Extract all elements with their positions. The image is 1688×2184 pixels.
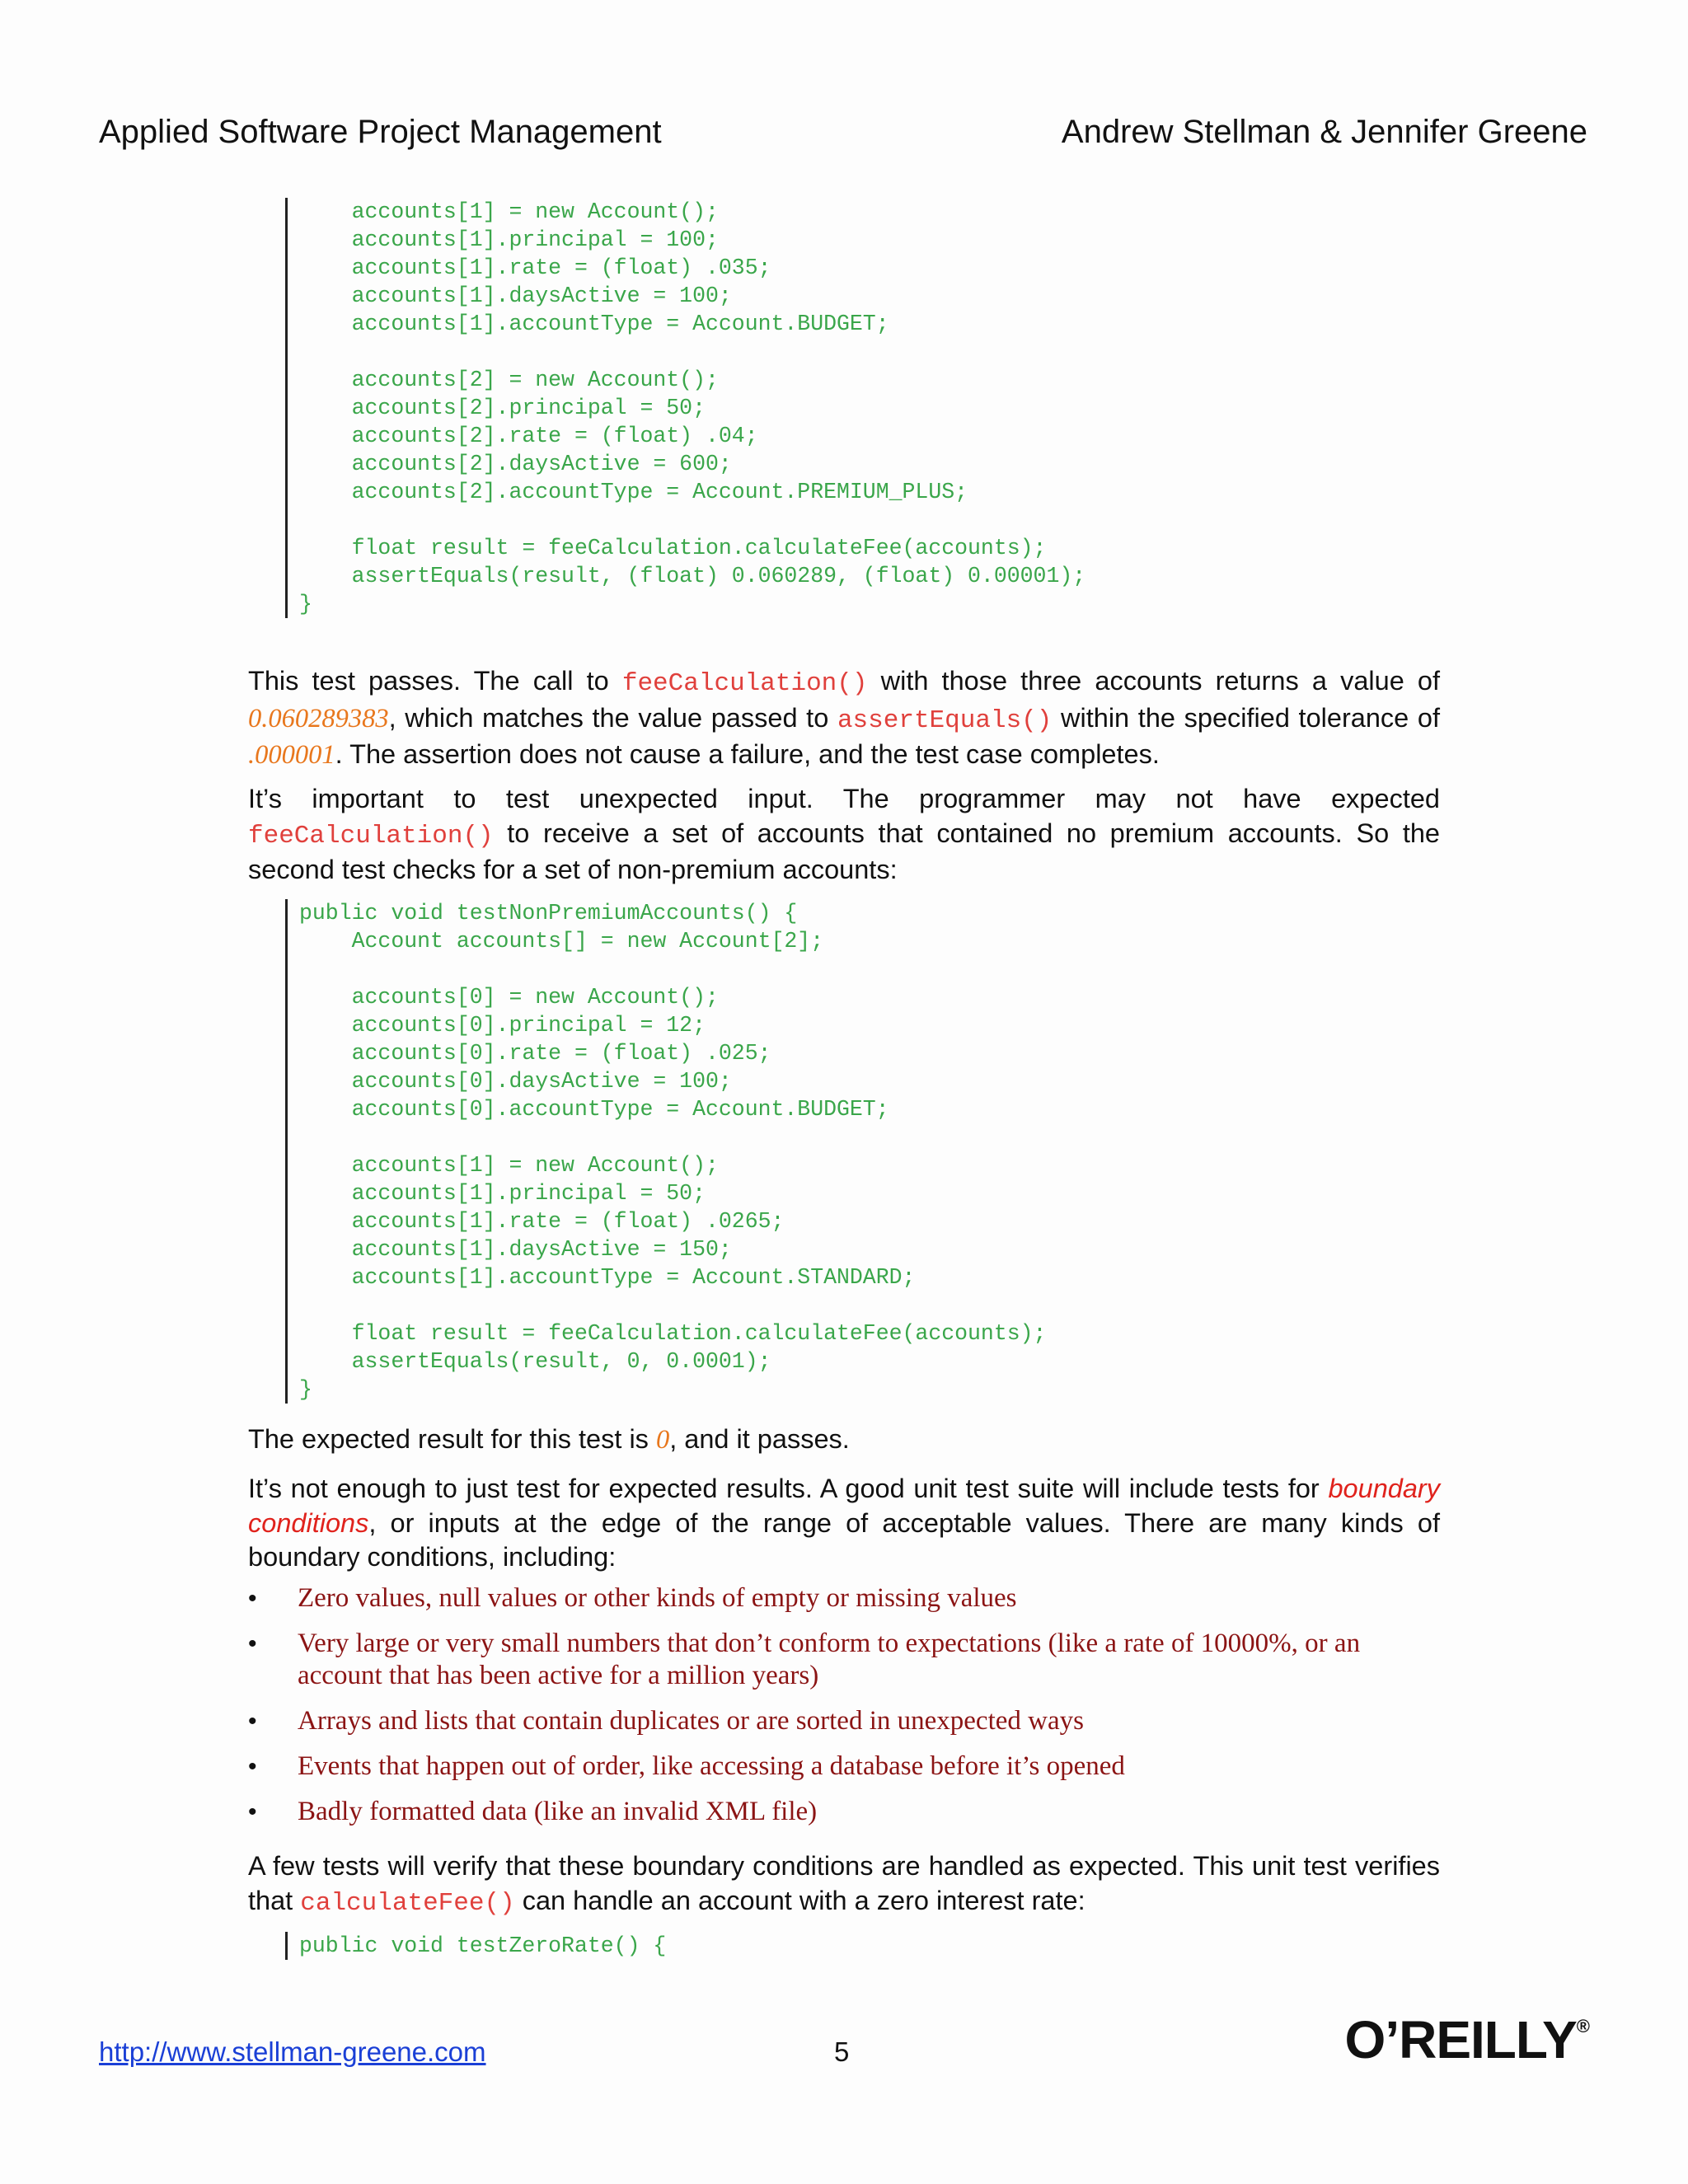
text: It’s not enough to just test for expected results. A good unit test suite will include tests for: [248, 1474, 1329, 1503]
code-line: accounts[0].principal = 12;: [299, 1013, 706, 1038]
code-line: accounts[1].daysActive = 100;: [299, 284, 732, 308]
inline-code: feeCalculation(): [248, 821, 494, 851]
bullet-icon: •: [248, 1630, 257, 1657]
text: with those three accounts returns a value of: [867, 666, 1441, 696]
code-line: accounts[2].principal = 50;: [299, 396, 706, 420]
code-line: [299, 338, 1085, 366]
list-item-text: Badly formatted data (like an invalid XML file): [298, 1797, 818, 1826]
inline-number: 0.060289383: [248, 703, 389, 733]
code-line: accounts[1].accountType = Account.BUDGET;: [299, 312, 889, 336]
code-line: accounts[1].rate = (float) .0265;: [299, 1209, 785, 1234]
code-line: [299, 955, 1046, 983]
code-line: public void testZeroRate() {: [299, 1933, 667, 1958]
oreilly-logo: [1345, 2009, 1589, 2070]
paragraph-3: [248, 1422, 1440, 1458]
logo-text: O’REILLY: [1344, 2010, 1577, 2069]
code-line: assertEquals(result, (float) 0.060289, (float) 0.00001);: [299, 564, 1086, 588]
text: The expected result for this test is: [248, 1424, 656, 1454]
code-line: accounts[2].rate = (float) .04;: [299, 424, 758, 448]
text: within the specified tolerance of: [1052, 702, 1440, 733]
text: A few tests will verify that these boundary conditions are handled as expected. This unit test verifies that: [248, 1851, 1440, 1915]
code-line: [299, 1123, 1046, 1151]
code-line: [299, 506, 1085, 534]
website-link[interactable]: http://www.stellman-greene.com: [99, 2036, 486, 2067]
code-line: accounts[1].principal = 50;: [299, 1181, 706, 1206]
list-item-text: Zero values, null values or other kinds of empty or missing values: [298, 1583, 1017, 1613]
code-line: accounts[0].daysActive = 100;: [299, 1069, 732, 1094]
text: It’s important to test unexpected input. The programmer may not have expected: [248, 784, 1440, 813]
code-line: accounts[0].rate = (float) .025;: [299, 1041, 771, 1066]
header-title: Applied Software Project Management: [99, 114, 662, 150]
registered-mark: ®: [1576, 2016, 1589, 2036]
list-item-text: Arrays and lists that contain duplicates or are sorted in unexpected ways: [298, 1706, 1084, 1736]
text: , which matches the value passed to: [388, 702, 837, 733]
paragraph-1: [248, 664, 1440, 773]
list-item-text: Very large or very small numbers that don’t conform to expectations (like a rate of 10000%, or an account that has been active for a million years): [298, 1629, 1361, 1690]
code-line: Account accounts[] = new Account[2];: [299, 929, 824, 954]
code-line: accounts[1].principal = 100;: [299, 227, 719, 252]
code-line: accounts[2] = new Account();: [299, 368, 719, 392]
code-line: accounts[1].rate = (float) .035;: [299, 255, 771, 280]
code-line: accounts[2].daysActive = 600;: [299, 452, 732, 476]
text: . The assertion does not cause a failure, and the test case completes.: [335, 739, 1160, 769]
code-line: float result = feeCalculation.calculateFee(accounts);: [299, 1321, 1047, 1346]
code-line: accounts[0] = new Account();: [299, 985, 719, 1010]
text: , and it passes.: [669, 1424, 850, 1454]
bullet-icon: •: [248, 1708, 257, 1735]
code-line: accounts[1] = new Account();: [299, 1153, 719, 1178]
code-block-2: [285, 899, 1046, 1404]
bullet-icon: •: [248, 1798, 257, 1825]
inline-number: 0: [655, 1425, 670, 1455]
text: , or inputs at the edge of the range of acceptable values. There are many kinds of boundary conditions, including:: [248, 1507, 1440, 1572]
text: to receive a set of accounts that contained no premium accounts. So the second test checks for a set of non-premium accounts:: [248, 818, 1440, 884]
list-item: [248, 1750, 1418, 1783]
list-item: [248, 1628, 1418, 1692]
inline-code: feeCalculation(): [621, 669, 868, 698]
list-item: [248, 1705, 1418, 1737]
code-line: accounts[1] = new Account();: [299, 199, 719, 224]
code-block-1: [285, 198, 1085, 618]
inline-code: calculateFee(): [300, 1888, 515, 1918]
paragraph-5: [248, 1849, 1440, 1920]
emphasis-term: boundary conditions: [248, 1474, 1440, 1538]
code-line: accounts[0].accountType = Account.BUDGET;: [299, 1097, 889, 1122]
list-item-text: Events that happen out of order, like accessing a database before it’s opened: [298, 1751, 1125, 1781]
list-item: [248, 1796, 1418, 1828]
text: can handle an account with a zero interest rate:: [514, 1885, 1085, 1915]
paragraph-4: [248, 1472, 1440, 1575]
code-line: }: [299, 1377, 312, 1402]
code-line: }: [299, 592, 312, 616]
code-block-3: [285, 1932, 666, 1960]
code-line: float result = feeCalculation.calculateFee(accounts);: [299, 536, 1047, 560]
bullet-icon: •: [248, 1753, 257, 1780]
code-line: [299, 1291, 1046, 1319]
inline-code: assertEquals(): [837, 705, 1053, 735]
page-number: 5: [834, 2036, 850, 2067]
inline-number: .000001: [248, 740, 335, 770]
code-line: public void testNonPremiumAccounts() {: [299, 901, 798, 926]
list-item: [248, 1582, 1418, 1615]
paragraph-2: [248, 782, 1440, 888]
text: This test passes. The call to: [248, 666, 622, 696]
code-line: assertEquals(result, 0, 0.0001);: [299, 1349, 771, 1374]
boundary-conditions-list: [248, 1582, 1418, 1841]
code-line: accounts[1].daysActive = 150;: [299, 1237, 732, 1262]
bullet-icon: •: [248, 1585, 257, 1612]
header-authors: Andrew Stellman & Jennifer Greene: [1061, 114, 1587, 150]
code-line: accounts[2].accountType = Account.PREMIUM_PLUS;: [299, 480, 968, 504]
code-line: accounts[1].accountType = Account.STANDARD;: [299, 1265, 916, 1290]
